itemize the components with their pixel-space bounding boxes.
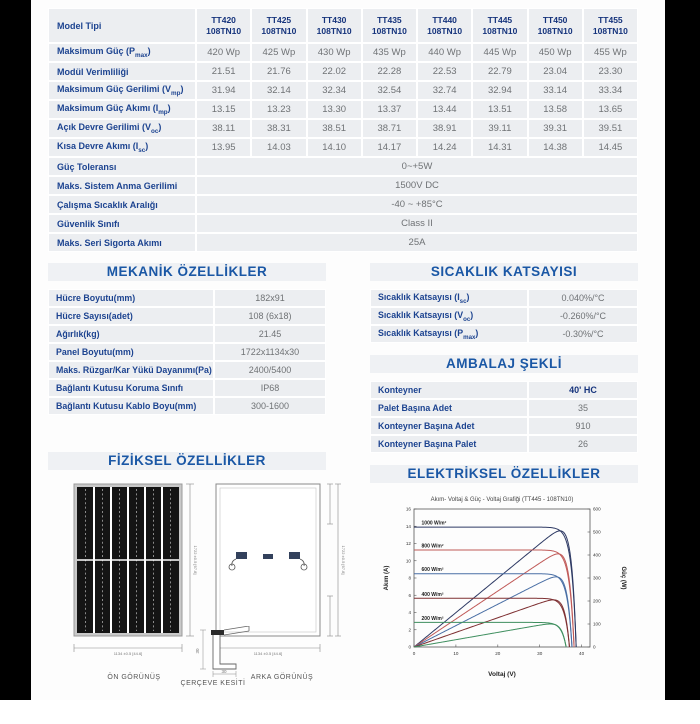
- front-height-dim: 1722 ±0.5 [67.8]: [193, 545, 198, 575]
- spec-value: 435 Wp: [362, 43, 417, 62]
- y-right-tick-label: 0: [593, 644, 596, 650]
- section-title-mechanical: MEKANİK ÖZELLİKLER: [48, 263, 326, 281]
- section-title-electrical: ELEKTRİKSEL ÖZELLİKLER: [370, 465, 638, 483]
- iv-curve: [414, 574, 572, 647]
- y-right-tick-label: 300: [593, 575, 601, 581]
- y-right-tick-label: 400: [593, 552, 601, 558]
- spec-value: 33.34: [583, 81, 638, 100]
- spec-row-label: Güvenlik Sınıfı: [48, 214, 196, 233]
- y-left-tick-label: 8: [408, 575, 411, 581]
- y-left-tick-label: 0: [408, 644, 411, 650]
- spec-value: 21.51: [196, 62, 251, 81]
- kv-value: -0.30%/°C: [528, 325, 638, 343]
- spec-value: 14.38: [528, 138, 583, 157]
- spec-value: 455 Wp: [583, 43, 638, 62]
- irradiance-label: 200 W/m²: [421, 615, 444, 622]
- spec-model-header: TT440 108TN10: [417, 8, 472, 43]
- lower-columns: [48, 263, 638, 724]
- spec-value: 14.24: [417, 138, 472, 157]
- spec-model-header: TT435 108TN10: [362, 8, 417, 43]
- kv-value: 2400/5400: [214, 361, 326, 379]
- spec-row-label: Güç Toleransı: [48, 157, 196, 176]
- power-curve: [414, 577, 572, 647]
- kv-value: 0.040%/°C: [528, 289, 638, 307]
- spec-value: 13.58: [528, 100, 583, 119]
- spec-span-value: -40 ~ +85°C: [196, 195, 638, 214]
- iv-power-chart: [378, 493, 630, 681]
- spec-value: 14.03: [251, 138, 306, 157]
- spec-value: 14.10: [307, 138, 362, 157]
- spec-model-header: TT445 108TN10: [472, 8, 527, 43]
- section-title-packaging: AMBALAJ ŞEKLİ: [370, 355, 638, 373]
- kv-value: 26: [528, 435, 638, 453]
- spec-value: 32.74: [417, 81, 472, 100]
- spec-value: 38.91: [417, 119, 472, 138]
- spec-value: 38.31: [251, 119, 306, 138]
- kv-value: IP68: [214, 379, 326, 397]
- spec-span-value: 0~+5W: [196, 157, 638, 176]
- right-black-bar: [665, 0, 700, 700]
- spec-model-header: TT420 108TN10: [196, 8, 251, 43]
- spec-row-label: Modül Verimliliği: [48, 62, 196, 81]
- y-left-tick-label: 12: [405, 541, 411, 547]
- temperature-table: [370, 289, 638, 343]
- x-tick-label: 10: [453, 651, 459, 656]
- spec-value: 13.23: [251, 100, 306, 119]
- spec-row-label: Maksimum Güç Akımı $(I_{mp})$: [48, 100, 196, 119]
- spec-value: 22.28: [362, 62, 417, 81]
- spec-value: 33.14: [528, 81, 583, 100]
- spec-row-label: Çalışma Sıcaklık Aralığı: [48, 195, 196, 214]
- spec-value: 13.51: [472, 100, 527, 119]
- irradiance-label: 400 W/m²: [421, 591, 444, 598]
- kv-label: Bağlantı Kutusu Kablo Boyu(mm): [48, 397, 214, 415]
- kv-label: Ağırlık(kg): [48, 325, 214, 343]
- spec-value: 32.14: [251, 81, 306, 100]
- x-tick-label: 30: [537, 651, 543, 656]
- spec-value: 21.76: [251, 62, 306, 81]
- kv-label: Maks. Rüzgar/Kar Yükü Dayanımı(Pa): [48, 361, 214, 379]
- mechanical-table: [48, 289, 326, 415]
- spec-span-value: 25A: [196, 233, 638, 252]
- section-title-temperature: SICAKLIK KATSAYISI: [370, 263, 638, 281]
- spec-value: 22.02: [307, 62, 362, 81]
- spec-value: 32.94: [472, 81, 527, 100]
- chart-title: Akım- Voltaj & Güç - Voltaj Grafiği (TT445 - 108TN10): [430, 497, 574, 503]
- rear-view-label: ARKA GÖRÜNÜŞ: [250, 674, 314, 681]
- y-right-tick-label: 600: [593, 506, 601, 512]
- spec-row-label: Kısa Devre Akımı $(I_{sc})$: [48, 138, 196, 157]
- kv-value: -0.260%/°C: [528, 307, 638, 325]
- right-column: [370, 263, 638, 724]
- spec-value: 440 Wp: [417, 43, 472, 62]
- spec-value: 13.37: [362, 100, 417, 119]
- left-black-bar: [0, 0, 31, 700]
- kv-label: Konteyner Başına Adet: [370, 417, 528, 435]
- spec-value: 445 Wp: [472, 43, 527, 62]
- frame-section-drawing: [173, 626, 283, 678]
- model-spec-table: [48, 8, 638, 252]
- spec-value: 450 Wp: [528, 43, 583, 62]
- y-left-tick-label: 4: [408, 610, 411, 616]
- spec-value: 13.95: [196, 138, 251, 157]
- y-left-axis-label: Akım (A): [384, 565, 390, 591]
- rear-height-dim: 1722 ±0.5 [67.8]: [341, 545, 346, 575]
- spec-value: 14.31: [472, 138, 527, 157]
- spec-model-header: TT450 108TN10: [528, 8, 583, 43]
- iv-power-chart-wrap: [370, 493, 638, 686]
- kv-label: Hücre Boyutu(mm): [48, 289, 214, 307]
- spec-row-label: Maksimum Güç Gerilimi $(V_{mp})$: [48, 81, 196, 100]
- spec-model-header: TT425 108TN10: [251, 8, 306, 43]
- spec-value: 13.15: [196, 100, 251, 119]
- spec-value: 430 Wp: [307, 43, 362, 62]
- spec-value: 425 Wp: [251, 43, 306, 62]
- y-right-tick-label: 100: [593, 621, 601, 627]
- spec-value: 420 Wp: [196, 43, 251, 62]
- x-tick-label: 40: [579, 651, 585, 656]
- kv-value: 1722x1134x30: [214, 343, 326, 361]
- spec-row-label: Maks. Sistem Anma Gerilimi: [48, 176, 196, 195]
- spec-model-header: TT455 108TN10: [583, 8, 638, 43]
- section-title-physical: FİZİKSEL ÖZELLİKLER: [48, 452, 326, 470]
- spec-value: 13.30: [307, 100, 362, 119]
- kv-value: 35: [528, 399, 638, 417]
- spec-value: 38.11: [196, 119, 251, 138]
- irradiance-label: 600 W/m²: [421, 567, 444, 574]
- kv-value: 21.45: [214, 325, 326, 343]
- spec-value: 39.11: [472, 119, 527, 138]
- y-left-tick-label: 16: [405, 506, 411, 512]
- y-left-tick-label: 10: [405, 558, 411, 564]
- kv-label: Sıcaklık Katsayısı $(P_{max})$: [370, 325, 528, 343]
- spec-span-value: Class II: [196, 214, 638, 233]
- frame-section-label: ÇERÇEVE KESİTİ: [180, 680, 246, 687]
- y-right-tick-label: 200: [593, 598, 601, 604]
- packaging-table: [370, 381, 638, 453]
- kv-label: Konteyner: [370, 381, 528, 399]
- x-axis-label: Voltaj (V): [488, 671, 516, 678]
- frame-width-dim: 30: [221, 669, 227, 674]
- spec-value: 31.94: [196, 81, 251, 100]
- y-right-axis-label: Güç (W): [620, 566, 626, 590]
- y-right-tick-label: 500: [593, 529, 601, 535]
- kv-label: Sıcaklık Katsayısı $(I_{sc})$: [370, 289, 528, 307]
- spec-value: 13.65: [583, 100, 638, 119]
- rear-width-dim: 1134 ±0.5 [44.6]: [253, 651, 283, 656]
- kv-label: Palet Başına Adet: [370, 399, 528, 417]
- spec-value: 32.34: [307, 81, 362, 100]
- kv-label: Hücre Sayısı(adet): [48, 307, 214, 325]
- spec-value: 14.45: [583, 138, 638, 157]
- irradiance-label: 800 W/m²: [421, 543, 444, 550]
- spec-span-value: 1500V DC: [196, 176, 638, 195]
- kv-label: Konteyner Başına Palet: [370, 435, 528, 453]
- spec-value: 38.71: [362, 119, 417, 138]
- kv-label: Sıcaklık Katsayısı $(V_{oc})$: [370, 307, 528, 325]
- kv-value: 108 (6x18): [214, 307, 326, 325]
- y-left-tick-label: 2: [408, 627, 411, 633]
- spec-value: 23.04: [528, 62, 583, 81]
- y-left-tick-label: 14: [405, 523, 411, 529]
- kv-label: Bağlantı Kutusu Koruma Sınıfı: [48, 379, 214, 397]
- spec-value: 14.17: [362, 138, 417, 157]
- spec-value: 22.79: [472, 62, 527, 81]
- spec-value: 32.54: [362, 81, 417, 100]
- kv-label: Panel Boyutu(mm): [48, 343, 214, 361]
- x-tick-label: 0: [412, 651, 416, 656]
- spec-row-label: Açık Devre Gerilimi $(V_{oc})$: [48, 119, 196, 138]
- spec-value: 23.30: [583, 62, 638, 81]
- spec-row-label: Maksimum Güç $(P_{max})$: [48, 43, 196, 62]
- spec-header-label: Model Tipi: [48, 8, 196, 43]
- irradiance-label: 1000 W/m²: [421, 520, 447, 527]
- y-left-tick-label: 6: [408, 592, 411, 598]
- spec-row-label: Maks. Seri Sigorta Akımı: [48, 233, 196, 252]
- front-view-label: ÖN GÖRÜNÜŞ: [107, 674, 161, 681]
- kv-value: 910: [528, 417, 638, 435]
- kv-value: 182x91: [214, 289, 326, 307]
- x-tick-label: 20: [495, 651, 501, 656]
- spec-value: 38.51: [307, 119, 362, 138]
- spec-value: 39.31: [528, 119, 583, 138]
- spec-value: 22.53: [417, 62, 472, 81]
- spec-value: 39.51: [583, 119, 638, 138]
- datasheet-content: [48, 8, 638, 724]
- spec-model-header: TT430 108TN10: [307, 8, 362, 43]
- kv-value: 40' HC: [528, 381, 638, 399]
- chart-plot-box: [414, 509, 590, 647]
- spec-value: 13.44: [417, 100, 472, 119]
- front-width-dim: 1134 ±0.5 [44.6]: [113, 651, 143, 656]
- frame-height-dim: 30: [195, 648, 200, 654]
- kv-value: 300-1600: [214, 397, 326, 415]
